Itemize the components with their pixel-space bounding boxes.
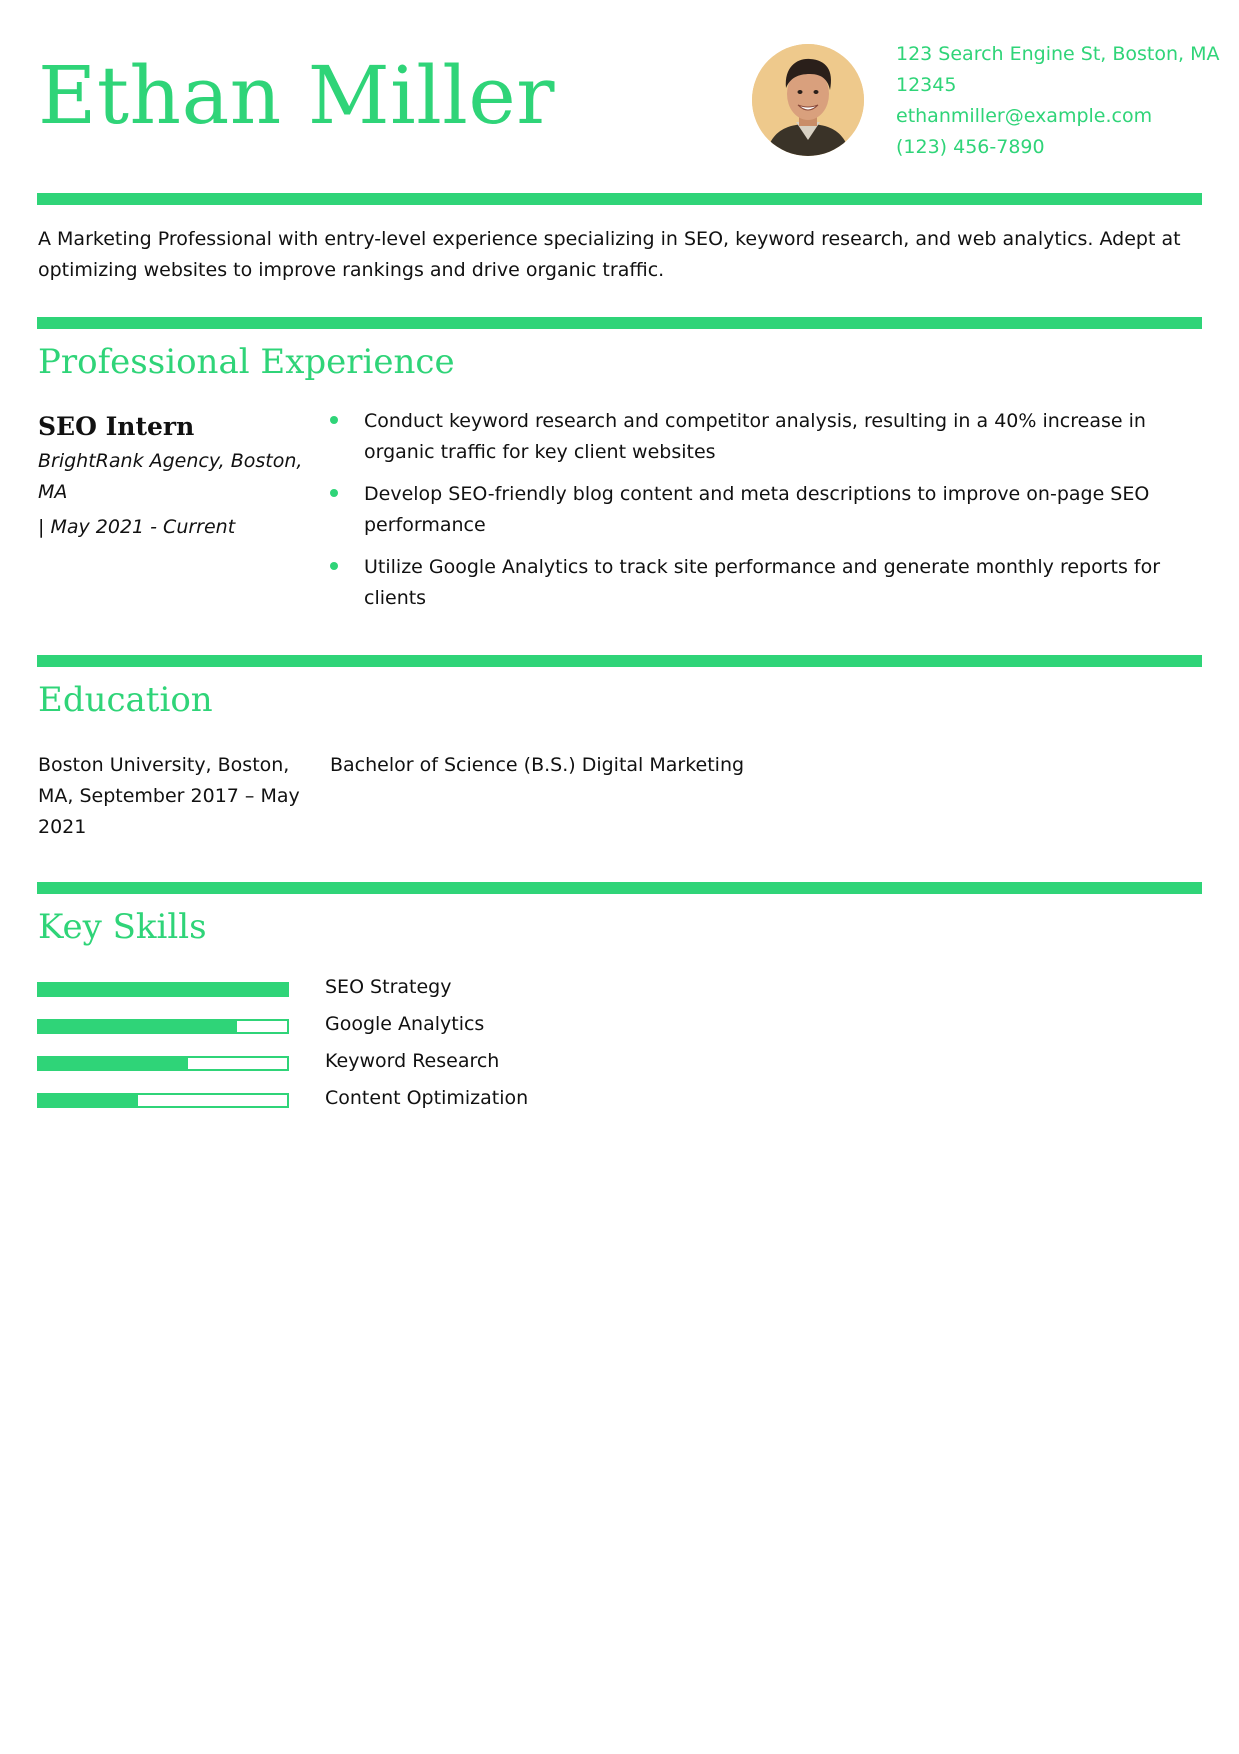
skill-level-fill (39, 1095, 138, 1106)
education-school: Boston University, Boston, MA, September 2017 – May 2021 (38, 754, 300, 838)
contact-info (896, 39, 1226, 163)
list-item (330, 552, 1210, 614)
skill-level-bar (37, 1093, 289, 1108)
bullet-text: Conduct keyword research and competitor analysis, resulting in a 40% increase in organic traffic for key client websites (364, 410, 1146, 463)
skill-level-bar (37, 982, 289, 997)
skill-level-bar (37, 1019, 289, 1034)
skill-label: Content Optimization (325, 1087, 529, 1109)
bullet-dot-icon (330, 562, 338, 570)
profile-photo (752, 44, 864, 156)
skill-label: SEO Strategy (325, 976, 452, 998)
skill-label: Keyword Research (325, 1050, 500, 1072)
job-company: BrightRank Agency, Boston, MA (38, 450, 303, 503)
person-portrait-icon (752, 44, 864, 156)
skill-level-bar (37, 1056, 289, 1071)
list-item (330, 479, 1210, 541)
bullet-text: Develop SEO-friendly blog content and meta descriptions to improve on-page SEO performance (364, 483, 1150, 536)
divider (37, 655, 1202, 667)
bullet-text: Utilize Google Analytics to track site performance and generate monthly reports for clients (364, 556, 1161, 609)
list-item (330, 406, 1210, 468)
skill-level-fill (39, 984, 287, 995)
education-degree: Bachelor of Science (B.S.) Digital Marketing (330, 754, 745, 776)
skill-level-fill (39, 1058, 188, 1069)
candidate-name: Ethan Miller (38, 49, 555, 142)
job-dates: | May 2021 - Current (38, 516, 236, 538)
contact-email[interactable]: ethanmiller@example.com (896, 105, 1153, 127)
contact-address: 123 Search Engine St, Boston, MA 12345 (896, 43, 1220, 96)
job-title: SEO Intern (38, 412, 195, 441)
profile-summary: A Marketing Professional with entry-level experience specializing in SEO, keyword research, and web analytics. Adept at optimizing websites to improve rankings and drive organic traffic. (38, 228, 1181, 281)
bullet-dot-icon (330, 416, 338, 424)
divider (37, 193, 1202, 205)
contact-phone[interactable]: (123) 456-7890 (896, 136, 1045, 158)
divider (37, 317, 1202, 329)
job-responsibilities (330, 406, 1210, 625)
bullet-dot-icon (330, 489, 338, 497)
skills-heading: Key Skills (38, 907, 207, 947)
experience-heading: Professional Experience (38, 342, 455, 382)
skill-level-fill (39, 1021, 237, 1032)
skill-label: Google Analytics (325, 1013, 485, 1035)
divider (37, 882, 1202, 894)
education-heading: Education (38, 680, 213, 720)
